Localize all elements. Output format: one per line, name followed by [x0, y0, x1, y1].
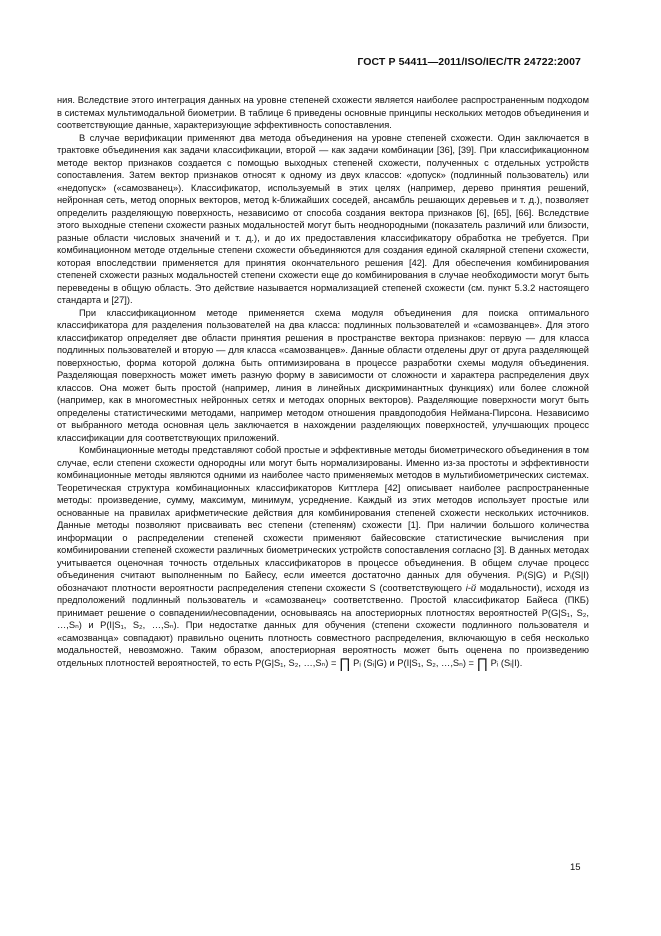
- and-word-2: и: [88, 620, 94, 630]
- document-header: ГОСТ Р 54411—2011/ISO/IEC/TR 24722:2007: [357, 56, 581, 68]
- formula-pi-s-g: Pᵢ(S|G): [516, 570, 547, 580]
- page-number: 15: [570, 862, 581, 873]
- density-text: обозначают плотности вероятности распределения степени схожести S (соответствующего: [57, 582, 462, 593]
- ith-text: i-й: [465, 582, 477, 593]
- p4-start-text: Комбинационные методы представляют собой простые и эффективные методы биометрического объединения в том случае, если степени схожести однородны или могут быть нормализированы. Именно из-за простоты и эффективности комбинационные методы являются одними из наиболее часто применяемых методов в мультибиометрических системах. Теоретическая структура комбинационных классификаторов Киттлера [42] описывает наиболее распространенные методы: произведение, сумму, максимум, минимум, усреднение. Каждый из этих методов использует простые или основанные на правилах арифметические действия для комбинирования степеней схожести нескольких источников. Данные методы позволяют присваивать вес степени (степеням) схожести [1]. При наличии большого количества информации о распределении степеней схожести применяют байесовские статистические вычисления при комбинировании степеней схожести различных биометрических устройств сопоставления согласно [3]. В данных методах учитывается оценочная точность отдельных классификаторов в процессе объединения. В общем случае процесс объединения считают выполненным по Байесу, если имеется достаточно данных для обучения.: [57, 445, 589, 580]
- product-symbol: ∏: [339, 654, 351, 671]
- lack-of-data-text: При недостатке данных для обучения (степени схожести подлинного пользователя и «самозванца» совпадают) правильно оценить плотность совместного распределения, включающую в себя несколько модальностей, невозможно. Таким образом, апостериорная вероятность может быть оценена по произведению отдельных плотностей вероятностей, то есть: [57, 620, 589, 668]
- formula-posterior-i: P(I|S₁, S₂, …,Sₙ): [100, 620, 177, 630]
- formula-posterior-g-2: P(G|S₁, S₂, …,Sₙ): [255, 657, 329, 668]
- modality-text: модальности), исходя из предположений подлинный пользователь и «самозванец» соответственно. Простой классификатор Байеса (ПКБ) принимает решение о совпадении/несовпадении, основываясь на апостериорных плотностях вероятностей: [57, 582, 589, 618]
- paragraph-classification-method: При классификационном методе применяется схема модуля объединения для поиска оптимального классификатора для разделения пользователей на два класса: подлинных пользователей и «самозванцев». Для этого классификатор определяет две области принятия решения в пространстве вектора признаков: первую — для класса подлинных пользователей и вторую — для класса «самозванцев». Данные области отделены друг от друга разделяющей поверхностью, форма которой должна быть оптимизирована в процессе разработки схемы модуля объединения. Разделяющая поверхность может иметь разную форму в зависимости от сложности и характера распределения двух классов. Она может быть простой (например, линия в линейных дискриминантных функциях) или более сложной (например, как в многоместных нейронных сетях и методах опорных векторов). Разделяющие поверхности могут быть определены статистическими методами, например методом отношения правдоподобия Неймана-Пирсона. Независимо от выбранного метода основная цель заключается в нахождении разделяющих поверхностей, улучшающих процесс классификации для соответствующих приложений.: [57, 307, 589, 443]
- formula-posterior-g: P(G|S₁, S₂, …,Sₙ): [57, 607, 589, 630]
- formula-factor-i: Pᵢ (Sᵢ|I): [490, 657, 520, 668]
- final-period: .: [519, 657, 523, 668]
- formula-posterior-i-2: P(I|S₁, S₂, …,Sₙ): [397, 657, 466, 668]
- paragraph-combination-methods: Комбинационные методы представляют собой простые и эффективные методы биометрического объединения в том случае, если степени схожести однородны или могут быть нормализированы. Именно из-за простоты и эффективности комбинационные методы являются одними из наиболее часто применяемых методов в мультибиометрических системах. Теоретическая структура комбинационных классификаторов Киттлера [42] описывает наиболее распространенные методы: произведение, сумму, максимум, минимум, усреднение. Каждый из этих методов использует простые или основанные на правилах арифметические действия для комбинирования степеней схожести нескольких источников. Данные методы позволяют присваивать вес степени (степеням) схожести [1]. При наличии большого количества информации о распределении степеней схожести применяют байесовские статистические вычисления при комбинировании степеней схожести различных биометрических устройств сопоставления согласно [3]. В данных методах учитывается оценочная точность отдельных классификаторов в процессе объединения. В общем случае процесс объединения считают выполненным по Байесу, если имеется достаточно данных для обучения. Pᵢ(S|G) и Pᵢ(S|I) обозначают плотности вероятности распределения степени схожести S (соответствующего i-й модальности), исходя из предположений подлинный пользователь и «самозванец» соответственно. Простой классификатор Байеса (ПКБ) принимает решение о совпадении/несовпадении, основываясь на апостериорных плотностях вероятностей P(G|S₁, S₂, …,Sₙ) и P(I|S₁, S₂, …,Sₙ). При недостатке данных для обучения (степени схожести подлинного пользователя и «самозванца» совпадают) правильно оценить плотность совместного распределения, включающую в себя несколько модальностей, невозможно. Таким образом, апостериорная вероятность может быть оценена по произведению отдельных плотностей вероятностей, то есть P(G|S₁, S₂, …,Sₙ) = ∏ Pᵢ (Sᵢ|G) и P(I|S₁, S₂, …,Sₙ) = ∏ Pᵢ (Sᵢ|I).: [57, 445, 589, 671]
- and-word-3: и: [389, 657, 395, 668]
- paragraph-verification-methods: В случае верификации применяют два метода объединения на уровне степеней схожести. Один заключается в трактовке объединения как задачи классификации, второй — как задачи комбинации [36], [39]. При классификационном методе вектор признаков создается с помощью выходных степеней схожести, полученных с отдельных устройств сопоставления. Затем вектор признаков относят к одному из двух классов: «допуск» (подлинный пользователь) или «недопуск» («самозванец»). Классификатор, используемый в этих целях (например, дерево принятия решений, нейронная сеть, метод опорных векторов, метод k-ближайших соседей, ансамбль решающих деревьев и т. д.), позволяет определить разделяющую поверхность, независимо от способа создания вектора признаков [6], [65], [66]. Вследствие этого выходные степени схожести разных модальностей могут быть неоднородными (показатель различий или близости, разные области числовых значений и т. д.), и до их предоставления классификатору обработка не требуется. При комбинационном методе отдельные степени схожести объединяются для создания единой скалярной степени схожести, которая впоследствии применяется для принятия окончательного решения [42]. Для обеспечения комбинирования степеней схожести разных модальностей степени схожести еще до комбинирования в случае необходимости могут быть переведены в общую область. Это действие называется нормализацией степеней схожести (см. пункт 5.3.2 настоящего стандарта и [27]).: [57, 132, 589, 305]
- and-word: и: [552, 570, 558, 580]
- formula-factor-g: Pᵢ (Sᵢ|G): [353, 657, 387, 668]
- formula-pi-s-i: Pᵢ(S|I): [563, 570, 589, 580]
- paragraph-continuation: ния. Вследствие этого интеграция данных на уровне степеней схожести является наиболее распространенным подходом в системах мультимодальной биометрии. В таблице 6 приведены основные принципы нескольких методов объединения и соответствующие данные, характеризующие эффективность сопоставления.: [57, 95, 589, 130]
- equals-sign: =: [330, 657, 337, 668]
- document-body: [57, 94, 589, 669]
- equals-sign-2: =: [468, 657, 474, 668]
- product-symbol-2: ∏: [476, 654, 489, 671]
